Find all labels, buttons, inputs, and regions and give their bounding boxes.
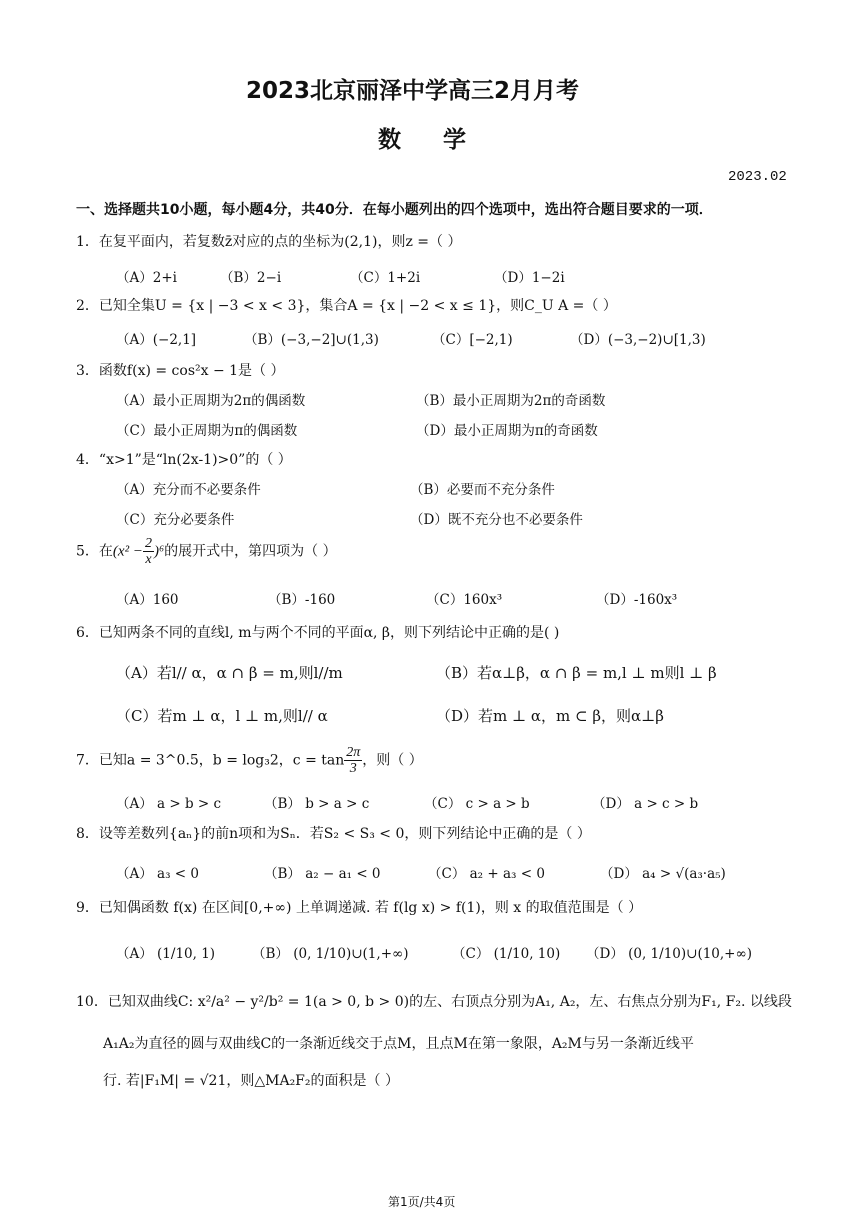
q4-option-d: （D）既不充分也不必要条件 — [410, 512, 583, 528]
q6-option-a: （A）若l// α，α ∩ β = m,则l//m — [116, 664, 343, 682]
q4-option-c: （C）充分必要条件 — [116, 512, 235, 528]
binomial-base: (x² − — [112, 543, 143, 560]
question-10-line-2: A₁A₂为直径的圆与双曲线C的一条渐近线交于点M，且点M在第一象限，A₂M与另一条渐近线平 — [103, 1036, 694, 1052]
question-stem: 函数f(x) = cos²x − 1是（ ） — [98, 363, 285, 379]
question-stem: “x>1”是“ln(2x-1)>0”的（ ） — [98, 452, 292, 468]
question-number: 3． — [76, 363, 99, 379]
q8-option-b: （B） a₂ − a₁ < 0 — [264, 866, 381, 882]
q9-option-a: （A） (1/10, 1) — [116, 946, 216, 962]
q2-option-d: （D）(−3,−2)∪[1,3) — [570, 332, 706, 348]
question-number: 4． — [76, 452, 99, 468]
q2-option-a: （A）(−2,1] — [116, 332, 197, 348]
q4-option-b: （B）必要而不充分条件 — [410, 482, 555, 498]
fraction-numerator: 2 — [144, 536, 152, 551]
question-number: 7． — [76, 752, 99, 769]
question-stem: 在复平面内，若复数z̄对应的点的坐标为(2,1)，则z =（ ） — [98, 234, 462, 250]
question-8 — [76, 823, 591, 843]
q9-option-c: （C） (1/10, 10) — [452, 946, 561, 962]
question-stem-line: 已知双曲线C: x²/a² − y²/b² = 1(a > 0, b > 0)的左、右顶点分别为A₁, A₂，左、右焦点分别为F₁, F₂. 以线段 — [107, 994, 792, 1010]
q7-option-d: （D） a > c > b — [592, 796, 699, 812]
question-6 — [76, 622, 559, 642]
fraction-denominator: 3 — [349, 761, 357, 776]
question-5 — [76, 536, 337, 567]
q1-option-b: （B）2−i — [220, 270, 282, 286]
question-2 — [76, 295, 617, 315]
q8-option-d: （D） a₄ > √(a₃·a₅) — [600, 866, 726, 882]
page-footer: 第1页/共4页 — [388, 1195, 456, 1209]
question-number: 1． — [76, 234, 99, 250]
q4-option-a: （A）充分而不必要条件 — [116, 482, 261, 498]
question-7 — [76, 745, 423, 776]
q1-option-c: （C）1+2i — [350, 270, 421, 286]
question-stem: 已知两条不同的直线l, m与两个不同的平面α, β，则下列结论中正确的是( ) — [98, 625, 560, 641]
q3-option-c: （C）最小正周期为π的偶函数 — [116, 423, 298, 439]
question-10-line-3: 行. 若|F₁M| = √21，则△MA₂F₂的面积是（ ） — [103, 1073, 399, 1089]
q5-option-a: （A）160 — [116, 592, 179, 608]
fraction-numerator: 2π — [346, 745, 361, 760]
question-10 — [76, 991, 792, 1011]
question-stem-prefix: 已知a = 3^0.5，b = log₃2，c = tan — [98, 752, 345, 769]
question-stem: 设等差数列{aₙ}的前n项和为Sₙ．若S₂ < S₃ < 0，则下列结论中正确的是（ ） — [98, 826, 591, 842]
question-number: 5． — [76, 543, 99, 560]
question-number: 9． — [76, 900, 99, 916]
q5-option-c: （C）160x³ — [426, 592, 503, 608]
question-stem-prefix: 在 — [98, 543, 113, 560]
q7-option-a: （A） a > b > c — [116, 796, 222, 812]
question-stem-suffix: 的展开式中，第四项为（ ） — [164, 543, 337, 560]
q2-option-c: （C）[−2,1) — [432, 332, 513, 348]
q3-option-d: （D）最小正周期为π的奇函数 — [416, 423, 598, 439]
q1-option-a: （A）2+i — [116, 270, 177, 286]
question-number: 2． — [76, 298, 99, 314]
q8-option-c: （C） a₂ + a₃ < 0 — [428, 866, 545, 882]
section-heading: 一、选择题共10小题，每小题4分，共40分．在每小题列出的四个选项中，选出符合题目要求的一项． — [76, 202, 713, 218]
q7-option-c: （C） c > a > b — [424, 796, 530, 812]
q7-option-b: （B） b > a > c — [264, 796, 370, 812]
question-9 — [76, 897, 642, 917]
fraction-denominator: x — [145, 552, 152, 567]
q5-option-b: （B）-160 — [268, 592, 336, 608]
q3-option-a: （A）最小正周期为2π的偶函数 — [116, 393, 306, 409]
question-stem: 已知全集U = {x | −3 < x < 3}，集合A = {x | −2 < x ≤ 1}，则C_U A =（ ） — [98, 298, 617, 314]
question-number: 8． — [76, 826, 99, 842]
q5-option-d: （D）-160x³ — [596, 592, 678, 608]
question-1 — [76, 231, 462, 251]
q9-option-d: （D） (0, 1/10)∪(10,+∞) — [586, 946, 753, 962]
fraction — [344, 745, 362, 776]
binomial-exponent: )⁶ — [153, 543, 165, 560]
q1-option-d: （D）1−2i — [494, 270, 565, 286]
question-3 — [76, 360, 285, 380]
question-stem: 已知偶函数 f(x) 在区间[0,+∞) 上单调递减. 若 f(lg x) > f(1)，则 x 的取值范围是（ ） — [98, 900, 643, 916]
exam-date: 2023.02 — [728, 169, 787, 185]
question-number: 6． — [76, 625, 99, 641]
q9-option-b: （B） (0, 1/10)∪(1,+∞) — [252, 946, 409, 962]
q8-option-a: （A） a₃ < 0 — [116, 866, 199, 882]
q6-option-d: （D）若m ⊥ α，m ⊂ β，则α⊥β — [436, 707, 664, 725]
question-stem-suffix: ，则（ ） — [362, 752, 423, 769]
q3-option-b: （B）最小正周期为2π的奇函数 — [416, 393, 606, 409]
q2-option-b: （B）(−3,−2]∪(1,3) — [244, 332, 379, 348]
question-number: 10． — [76, 994, 108, 1010]
question-4 — [76, 449, 292, 469]
subject-title: 数 学 — [378, 127, 469, 153]
q6-option-b: （B）若α⊥β，α ∩ β = m,l ⊥ m则l ⊥ β — [436, 664, 717, 682]
q6-option-c: （C）若m ⊥ α，l ⊥ m,则l// α — [116, 707, 328, 725]
exam-title: 2023北京丽泽中学高三2月月考 — [246, 78, 580, 104]
fraction — [143, 536, 154, 567]
